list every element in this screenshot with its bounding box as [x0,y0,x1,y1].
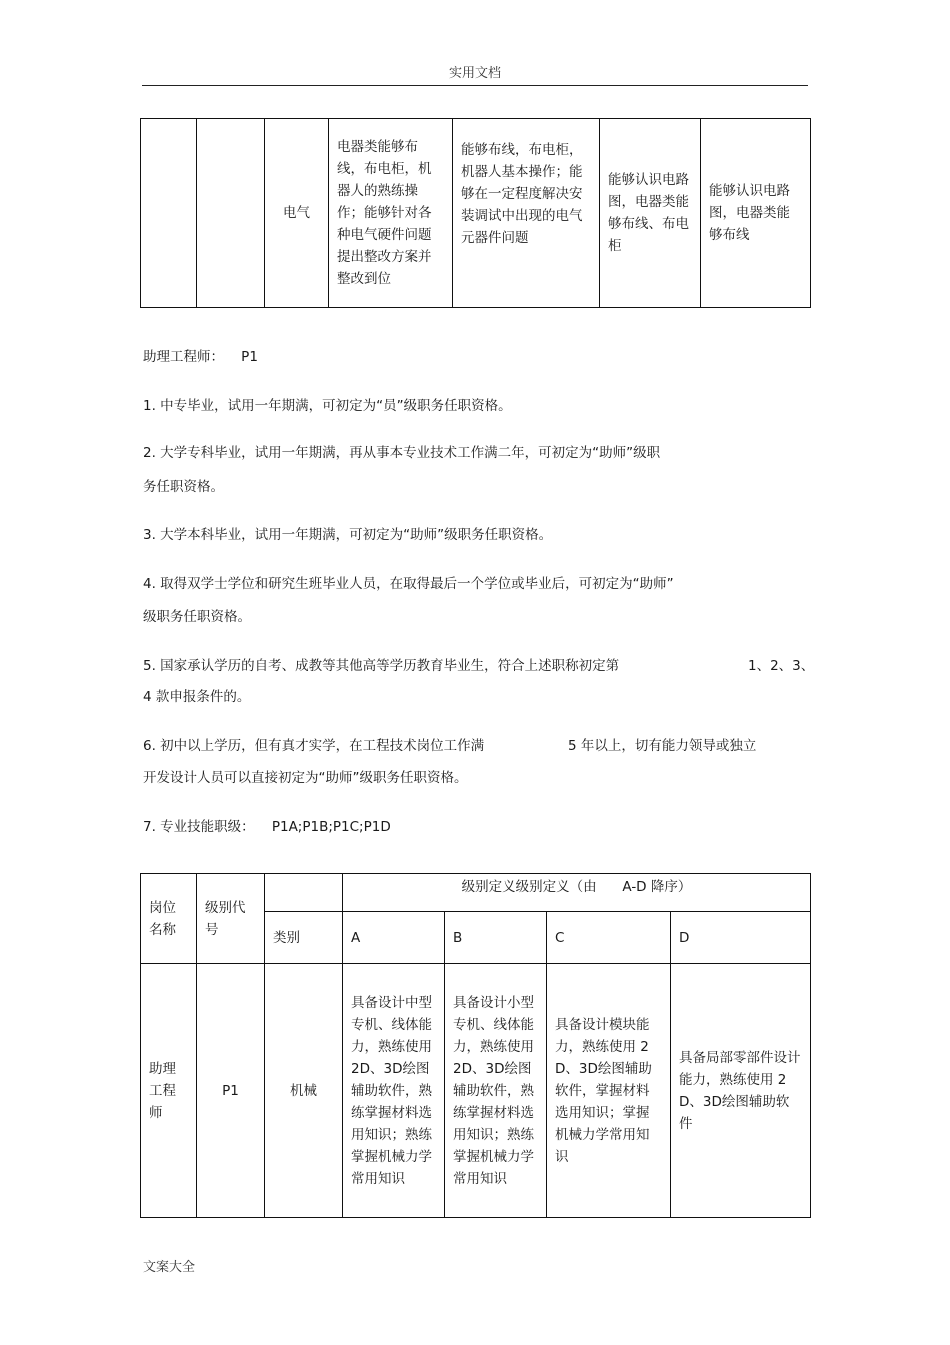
level-d-cell: 具备局部零部件设计能力，熟练使用 2D、3D绘图辅助软件 [671,964,811,1218]
header-level-a: A [343,912,445,964]
header-level-definition: 级别定义级别定义（由 A-D 降序） [343,874,811,912]
level-c-cell: 能够认识电路图，电器类能够布线、布电柜 [600,119,701,308]
list-item-continuation: 4 款申报条件的。 [143,689,251,705]
list-item-continuation: 级职务任职资格。 [143,609,251,625]
table-row [141,119,811,308]
section-heading: 助理工程师： P1 [143,349,258,365]
list-item-continuation: 开发设计人员可以直接初定为“助师”级职务任职资格。 [143,770,468,786]
level-b-cell: 具备设计小型专机、线体能力，熟练使用 2D、3D绘图辅助软件，熟练掌握材料选用知识；熟练掌握机械力学常用知识 [445,964,547,1218]
post-name-cell: 助理工程师 [141,964,197,1218]
header-divider [142,85,808,86]
level-c-cell: 具备设计模块能力，熟练使用 2D、3D绘图辅助软件，掌握材料选用知识；掌握机械力学常用知识 [547,964,671,1218]
header-post-name: 岗位名称 [141,874,197,964]
header-category: 类别 [265,912,343,964]
page-header-title: 实用文档 [448,66,501,81]
level-definition-table [140,873,811,1218]
list-item: 1. 中专毕业，试用一年期满，可初定为“员”级职务任职资格。 [143,398,512,414]
list-item-continuation: 务任职资格。 [143,479,224,495]
skill-table-electrical [140,118,811,308]
category-cell: 机械 [265,964,343,1218]
level-a-cell: 电器类能够布线，布电柜，机器人的熟练操作；能够针对各种电气硬件问题提出整改方案并整改到位 [329,119,453,308]
table-header-row [141,874,811,912]
table-cell-empty [265,874,343,912]
list-item: 6. 初中以上学历，但有真才实学，在工程技术岗位工作满 [143,738,485,754]
list-item-numbers: 1、2、3、 [748,658,815,674]
skill-level-line: 7. 专业技能职级： P1A;P1B;P1C;P1D [143,819,391,835]
level-d-cell: 能够认识电路图，电器类能够布线 [701,119,811,308]
level-b-cell: 能够布线，布电柜，机器人基本操作；能够在一定程度解决安装调试中出现的电气元器件问题 [453,119,600,308]
list-item: 4. 取得双学士学位和研究生班毕业人员，在取得最后一个学位或毕业后，可初定为“助师” [143,576,674,592]
category-cell: 电气 [265,119,329,308]
table-row [141,964,811,1218]
header-level-code: 级别代号 [197,874,265,964]
page-footer-text: 文案大全 [143,1260,196,1275]
header-level-b: B [445,912,547,964]
list-item-tail: 5 年以上，切有能力领导或独立 [568,738,757,754]
list-item: 3. 大学本科毕业，试用一年期满，可初定为“助师”级职务任职资格。 [143,527,553,543]
level-a-cell: 具备设计中型专机、线体能力，熟练使用 2D、3D绘图辅助软件，熟练掌握材料选用知识；熟练掌握机械力学常用知识 [343,964,445,1218]
list-item: 5. 国家承认学历的自考、成教等其他高等学历教育毕业生，符合上述职称初定第 [143,658,620,674]
table-cell-empty [141,119,197,308]
list-item: 2. 大学专科毕业，试用一年期满，再从事本专业技术工作满二年，可初定为“助师”级职 [143,445,661,461]
header-level-c: C [547,912,671,964]
table-cell-empty [197,119,265,308]
level-code-cell: P1 [197,964,265,1218]
header-level-d: D [671,912,811,964]
